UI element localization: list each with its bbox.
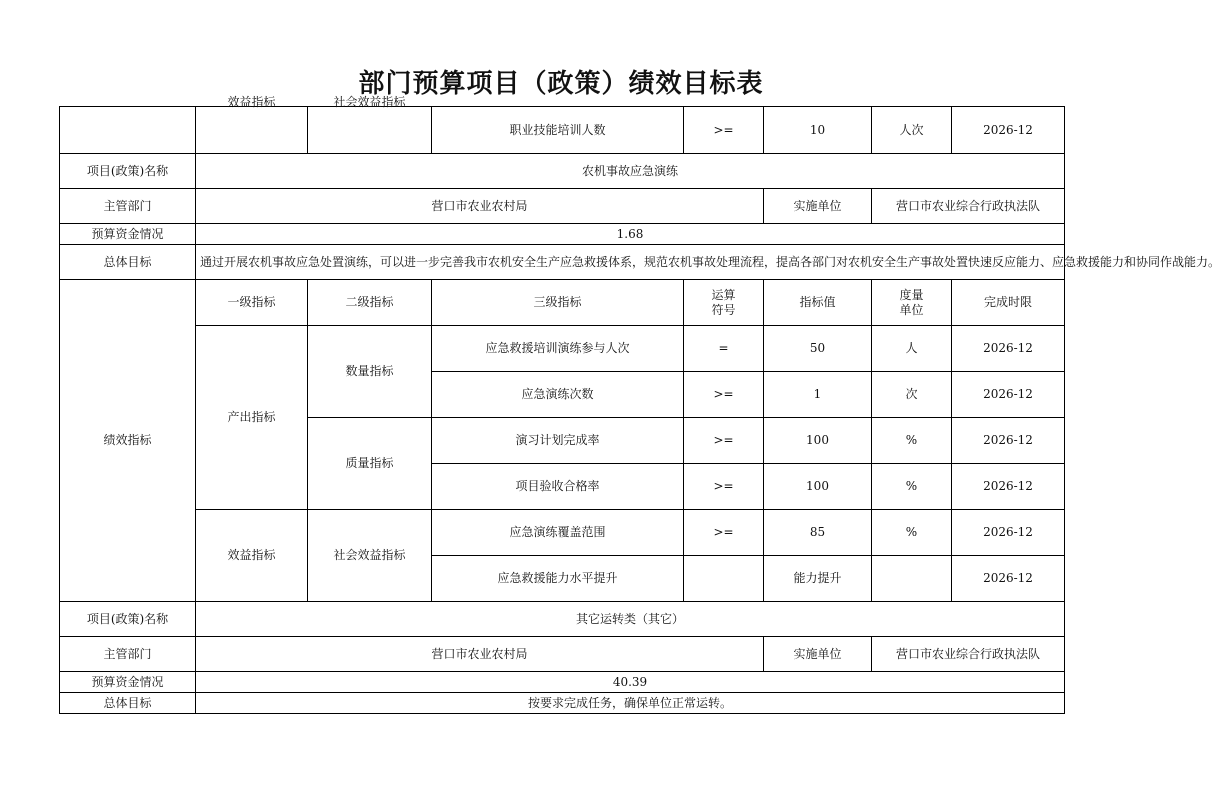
operator-cell: >= bbox=[684, 418, 764, 464]
group-benefit: 效益指标 bbox=[196, 510, 308, 602]
deadline-cell: 2026-12 bbox=[952, 107, 1065, 154]
value-cell: 100 bbox=[764, 464, 872, 510]
impl-unit-label: 实施单位 bbox=[764, 189, 872, 224]
header-value: 指标值 bbox=[764, 280, 872, 326]
unit-cell: % bbox=[872, 510, 952, 556]
header-unit: 度量 单位 bbox=[872, 280, 952, 326]
operator-cell: >= bbox=[684, 510, 764, 556]
group-quality: 质量指标 bbox=[308, 418, 432, 510]
table-row bbox=[60, 693, 1065, 714]
deadline-cell: 2026-12 bbox=[952, 510, 1065, 556]
deadline-cell: 2026-12 bbox=[952, 556, 1065, 602]
project-name-label: 项目(政策)名称 bbox=[60, 602, 196, 637]
indicator-cell: 应急演练次数 bbox=[432, 372, 684, 418]
impl-unit-value: 营口市农业综合行政执法队 bbox=[872, 189, 1065, 224]
budget-value: 1.68 bbox=[196, 224, 1065, 245]
goal-value: 按要求完成任务，确保单位正常运转。 bbox=[196, 693, 1065, 714]
dept-label: 主管部门 bbox=[60, 637, 196, 672]
table-row bbox=[60, 189, 1065, 224]
indicator-cell: 应急救援能力水平提升 bbox=[432, 556, 684, 602]
unit-cell: % bbox=[872, 464, 952, 510]
table-row bbox=[60, 107, 1065, 154]
table-row bbox=[60, 672, 1065, 693]
dept-label: 主管部门 bbox=[60, 189, 196, 224]
operator-cell: = bbox=[684, 326, 764, 372]
value-cell: 85 bbox=[764, 510, 872, 556]
project-name-value: 农机事故应急演练 bbox=[196, 154, 1065, 189]
header-level3: 三级指标 bbox=[432, 280, 684, 326]
indicator-cell: 项目验收合格率 bbox=[432, 464, 684, 510]
empty-cell bbox=[60, 107, 196, 154]
perf-label: 绩效指标 bbox=[60, 280, 196, 602]
deadline-cell: 2026-12 bbox=[952, 372, 1065, 418]
project-name-value: 其它运转类（其它） bbox=[196, 602, 1065, 637]
unit-cell: 人次 bbox=[872, 107, 952, 154]
page-title: 部门预算项目（政策）绩效目标表 bbox=[358, 69, 764, 99]
goal-label: 总体目标 bbox=[60, 693, 196, 714]
operator-cell bbox=[684, 556, 764, 602]
value-cell: 1 bbox=[764, 372, 872, 418]
table-row bbox=[60, 280, 1065, 326]
header-deadline: 完成时限 bbox=[952, 280, 1065, 326]
table-row bbox=[60, 326, 1065, 372]
unit-cell: % bbox=[872, 418, 952, 464]
dept-value: 营口市农业农村局 bbox=[196, 189, 764, 224]
unit-cell: 人 bbox=[872, 326, 952, 372]
dept-value: 营口市农业农村局 bbox=[196, 637, 764, 672]
group-social: 社会效益指标 bbox=[308, 510, 432, 602]
header-operator: 运算 符号 bbox=[684, 280, 764, 326]
table-row bbox=[60, 154, 1065, 189]
indicator-cell: 职业技能培训人数 bbox=[432, 107, 684, 154]
table-row bbox=[60, 602, 1065, 637]
header-level2: 二级指标 bbox=[308, 280, 432, 326]
cut-level2-cell: 社会效益指标 bbox=[308, 107, 432, 154]
impl-unit-value: 营口市农业综合行政执法队 bbox=[872, 637, 1065, 672]
indicator-cell: 应急演练覆盖范围 bbox=[432, 510, 684, 556]
project-name-label: 项目(政策)名称 bbox=[60, 154, 196, 189]
indicator-cell: 应急救援培训演练参与人次 bbox=[432, 326, 684, 372]
performance-table bbox=[59, 95, 1220, 714]
group-quantity: 数量指标 bbox=[308, 326, 432, 418]
budget-label: 预算资金情况 bbox=[60, 672, 196, 693]
value-cell: 10 bbox=[764, 107, 872, 154]
value-cell: 50 bbox=[764, 326, 872, 372]
group-output: 产出指标 bbox=[196, 326, 308, 510]
table-row bbox=[60, 224, 1065, 245]
budget-value: 40.39 bbox=[196, 672, 1065, 693]
unit-cell: 次 bbox=[872, 372, 952, 418]
impl-unit-label: 实施单位 bbox=[764, 637, 872, 672]
operator-cell: >= bbox=[684, 372, 764, 418]
header-level1: 一级指标 bbox=[196, 280, 308, 326]
table-row bbox=[60, 245, 1065, 280]
unit-cell bbox=[872, 556, 952, 602]
operator-cell: >= bbox=[684, 464, 764, 510]
goal-label: 总体目标 bbox=[60, 245, 196, 280]
deadline-cell: 2026-12 bbox=[952, 464, 1065, 510]
deadline-cell: 2026-12 bbox=[952, 326, 1065, 372]
operator-cell: >= bbox=[684, 107, 764, 154]
deadline-cell: 2026-12 bbox=[952, 418, 1065, 464]
table-row bbox=[60, 637, 1065, 672]
cut-level1-cell: 效益指标 bbox=[196, 107, 308, 154]
budget-label: 预算资金情况 bbox=[60, 224, 196, 245]
value-cell: 能力提升 bbox=[764, 556, 872, 602]
value-cell: 100 bbox=[764, 418, 872, 464]
goal-value: 通过开展农机事故应急处置演练，可以进一步完善我市农机安全生产应急救援体系，规范农机事故处理流程，提高各部门对农机安全生产事故处置快速反应能力、应急救援能力和协同作战能力。 bbox=[196, 245, 1065, 280]
table-row bbox=[60, 510, 1065, 556]
indicator-cell: 演习计划完成率 bbox=[432, 418, 684, 464]
